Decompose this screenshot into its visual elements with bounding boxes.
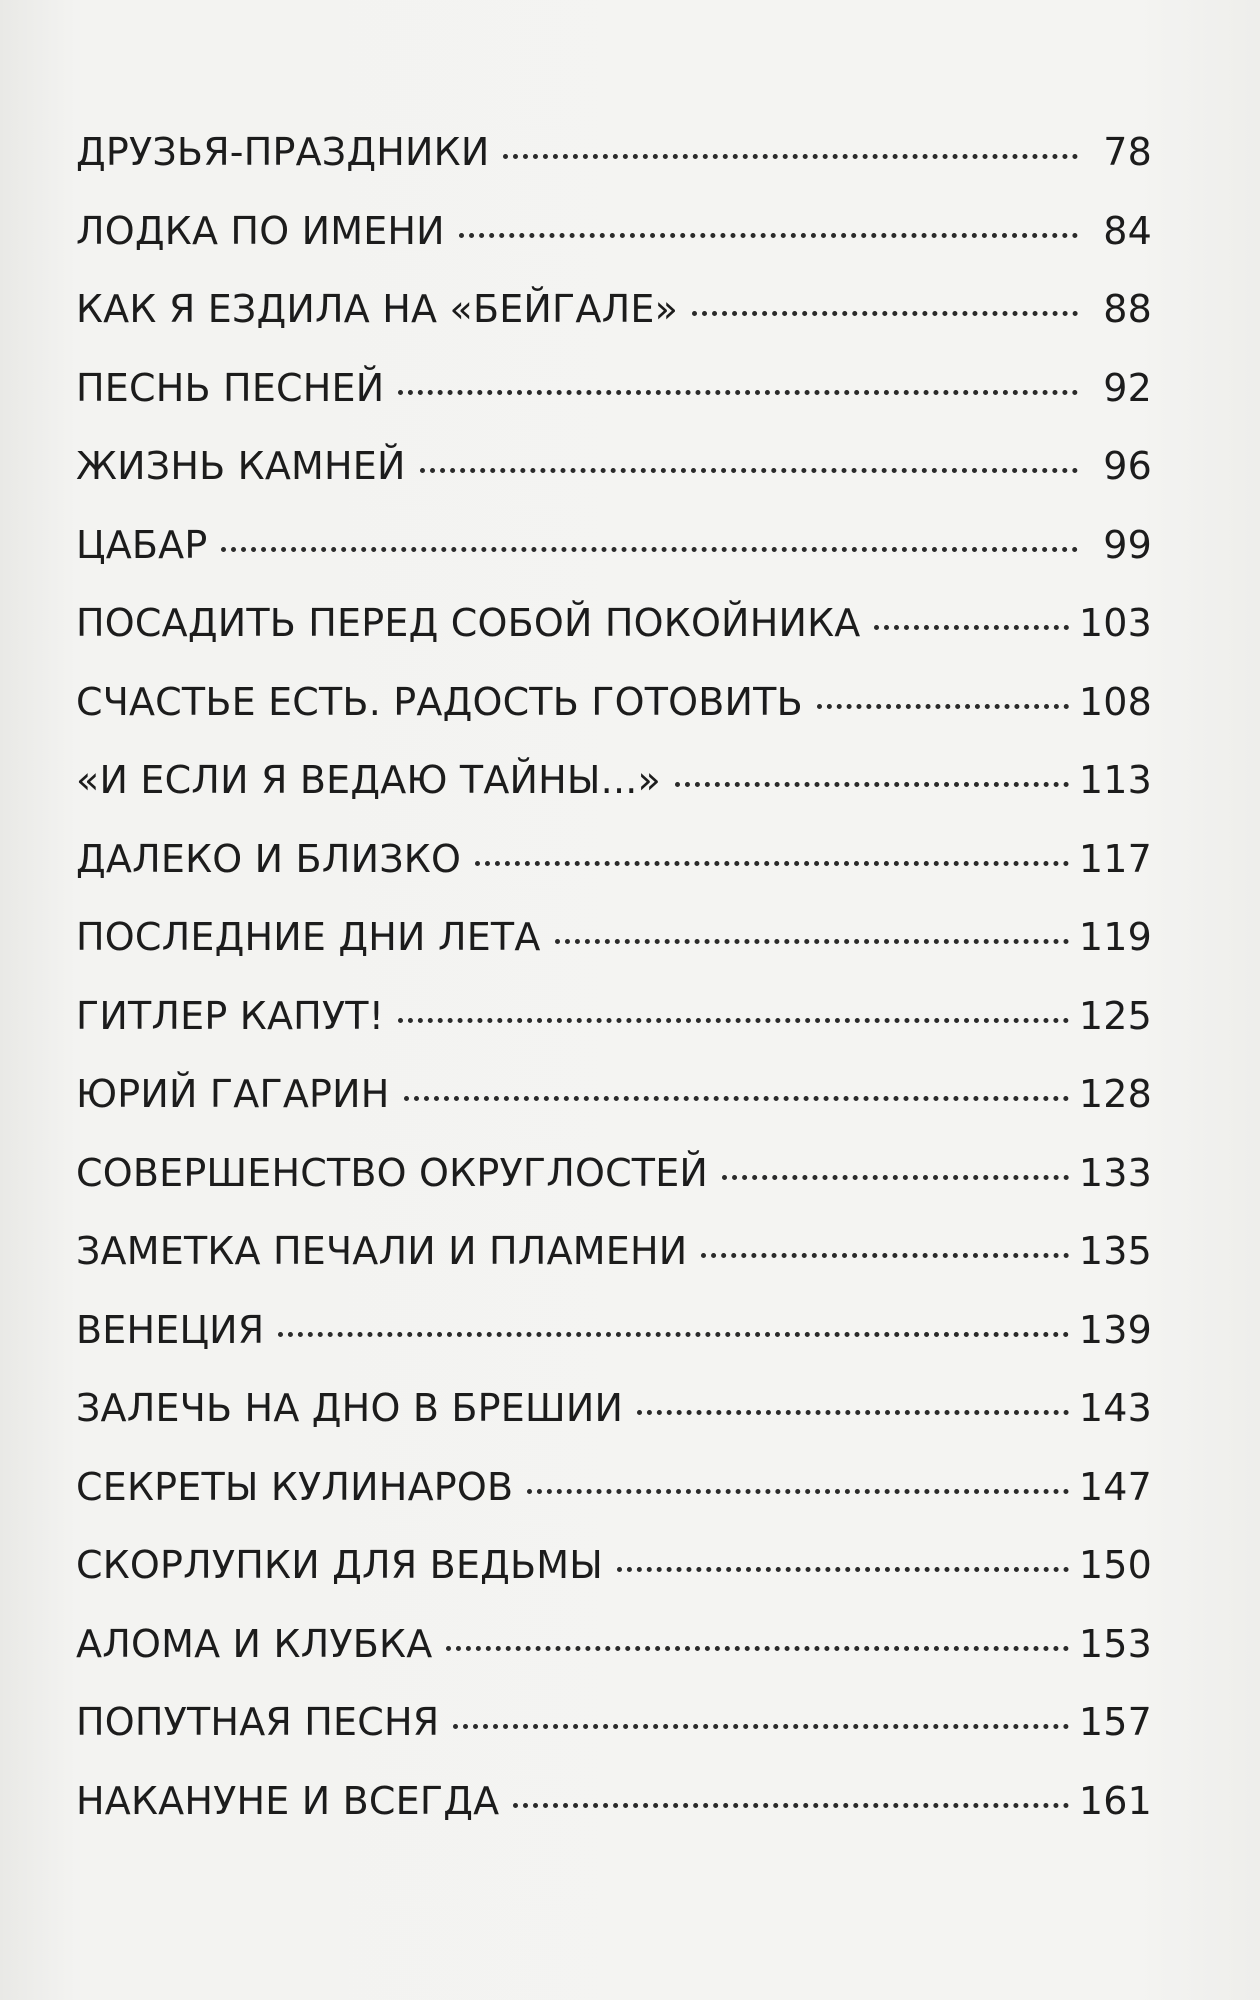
toc-entry-page-number: 161 [1078, 1778, 1152, 1823]
toc-entry [76, 1535, 1152, 1614]
toc-entry-title: ЮРИЙ ГАГАРИН [76, 1072, 390, 1116]
toc-entry [76, 358, 1152, 437]
toc-entry [76, 986, 1152, 1065]
toc-entry-page-number: 128 [1078, 1072, 1152, 1116]
toc-entry-page-number: 119 [1078, 915, 1152, 959]
toc-entry-title: СЧАСТЬЕ ЕСТЬ. РАДОСТЬ ГОТОВИТЬ [76, 679, 803, 724]
toc-entry [76, 672, 1152, 751]
toc-entry [76, 829, 1152, 908]
toc-entry-page-number: 84 [1103, 208, 1152, 253]
toc-entry-title: ЦАБАР [76, 522, 208, 567]
toc-dot-leader [453, 1686, 1068, 1729]
toc-entry-title: ПОСЛЕДНИЕ ДНИ ЛЕТА [76, 915, 541, 959]
toc-entry-title: ПОСАДИТЬ ПЕРЕД СОБОЙ ПОКОЙНИКА [76, 601, 861, 645]
toc-entry-title: СКОРЛУПКИ ДЛЯ ВЕДЬМЫ [76, 1543, 604, 1587]
toc-dot-leader [221, 509, 1078, 552]
toc-entry-page-number: 139 [1078, 1307, 1152, 1352]
toc-entry-title: ЖИЗНЬ КАМНЕЙ [76, 444, 406, 488]
toc-entry [76, 515, 1152, 594]
toc-entry [76, 436, 1152, 515]
toc-dot-leader [722, 1137, 1069, 1180]
toc-entry-title: ДАЛЕКО И БЛИЗКО [76, 836, 462, 881]
toc-dot-leader [874, 587, 1068, 630]
toc-entry-title: ПОПУТНАЯ ПЕСНЯ [76, 1700, 440, 1744]
toc-entry [76, 1692, 1152, 1771]
toc-entry [76, 1300, 1152, 1379]
toc-dot-leader [404, 1058, 1069, 1101]
toc-entry [76, 1143, 1152, 1222]
toc-entry-title: «И ЕСЛИ Я ВЕДАЮ ТАЙНЫ...» [76, 758, 661, 802]
toc-dot-leader [817, 666, 1069, 709]
toc-dot-leader [692, 273, 1078, 316]
toc-entry-title: ЗАЛЕЧЬ НА ДНО В БРЕШИИ [76, 1386, 624, 1430]
toc-entry-page-number: 147 [1078, 1464, 1152, 1509]
toc-entry-title: НАКАНУНЕ И ВСЕГДА [76, 1778, 500, 1823]
toc-dot-leader [637, 1372, 1069, 1415]
toc-entry [76, 1221, 1152, 1300]
toc-entry [76, 593, 1152, 672]
toc-entry-title: ЛОДКА ПО ИМЕНИ [76, 208, 445, 253]
toc-entry [76, 1771, 1152, 1850]
toc-entry-page-number: 78 [1103, 130, 1152, 174]
toc-dot-leader [446, 1608, 1068, 1651]
toc-entry-page-number: 143 [1078, 1386, 1152, 1430]
toc-entry-title: ПЕСНЬ ПЕСНЕЙ [76, 365, 385, 410]
table-of-contents [76, 122, 1152, 1849]
toc-entry-page-number: 92 [1103, 365, 1152, 410]
toc-entry-title: ЗАМЕТКА ПЕЧАЛИ И ПЛАМЕНИ [76, 1229, 688, 1273]
toc-dot-leader [675, 744, 1069, 787]
toc-dot-leader [398, 352, 1078, 395]
toc-entry [76, 279, 1152, 358]
toc-dot-leader [513, 1765, 1069, 1808]
toc-entry-page-number: 117 [1078, 836, 1152, 881]
toc-entry [76, 201, 1152, 280]
toc-entry-page-number: 133 [1078, 1150, 1152, 1195]
toc-entry-title: ДРУЗЬЯ-ПРАЗДНИКИ [76, 130, 490, 174]
toc-entry-page-number: 96 [1103, 444, 1152, 488]
toc-entry [76, 122, 1152, 201]
toc-entry-page-number: 113 [1078, 758, 1152, 802]
toc-dot-leader [459, 195, 1078, 238]
toc-dot-leader [617, 1529, 1069, 1572]
toc-entry [76, 907, 1152, 986]
toc-entry-page-number: 135 [1078, 1229, 1152, 1273]
toc-entry-page-number: 153 [1078, 1621, 1152, 1666]
toc-entry-title: КАК Я ЕЗДИЛА НА «БЕЙГАЛЕ» [76, 287, 679, 331]
toc-entry-title: ВЕНЕЦИЯ [76, 1307, 265, 1352]
toc-entry-title: СЕКРЕТЫ КУЛИНАРОВ [76, 1464, 514, 1509]
toc-dot-leader [527, 1451, 1069, 1494]
toc-entry-page-number: 103 [1078, 601, 1152, 645]
toc-entry-title: СОВЕРШЕНСТВО ОКРУГЛОСТЕЙ [76, 1150, 709, 1195]
toc-entry-page-number: 99 [1103, 522, 1152, 567]
toc-entry [76, 1457, 1152, 1536]
toc-entry-title: ГИТЛЕР КАПУТ! [76, 993, 385, 1038]
toc-dot-leader [278, 1294, 1068, 1337]
toc-entry-page-number: 157 [1078, 1700, 1152, 1744]
toc-entry [76, 1064, 1152, 1143]
toc-dot-leader [701, 1215, 1068, 1258]
toc-entry [76, 750, 1152, 829]
toc-entry [76, 1378, 1152, 1457]
toc-entry-page-number: 150 [1078, 1543, 1152, 1587]
toc-dot-leader [475, 823, 1069, 866]
toc-entry-page-number: 88 [1103, 287, 1152, 331]
toc-entry-page-number: 108 [1078, 679, 1152, 724]
toc-entry-page-number: 125 [1078, 993, 1152, 1038]
toc-dot-leader [420, 430, 1078, 473]
toc-dot-leader [555, 901, 1069, 944]
toc-dot-leader [503, 116, 1078, 159]
toc-dot-leader [398, 980, 1069, 1023]
toc-entry [76, 1614, 1152, 1693]
toc-entry-title: АЛОМА И КЛУБКА [76, 1621, 433, 1666]
